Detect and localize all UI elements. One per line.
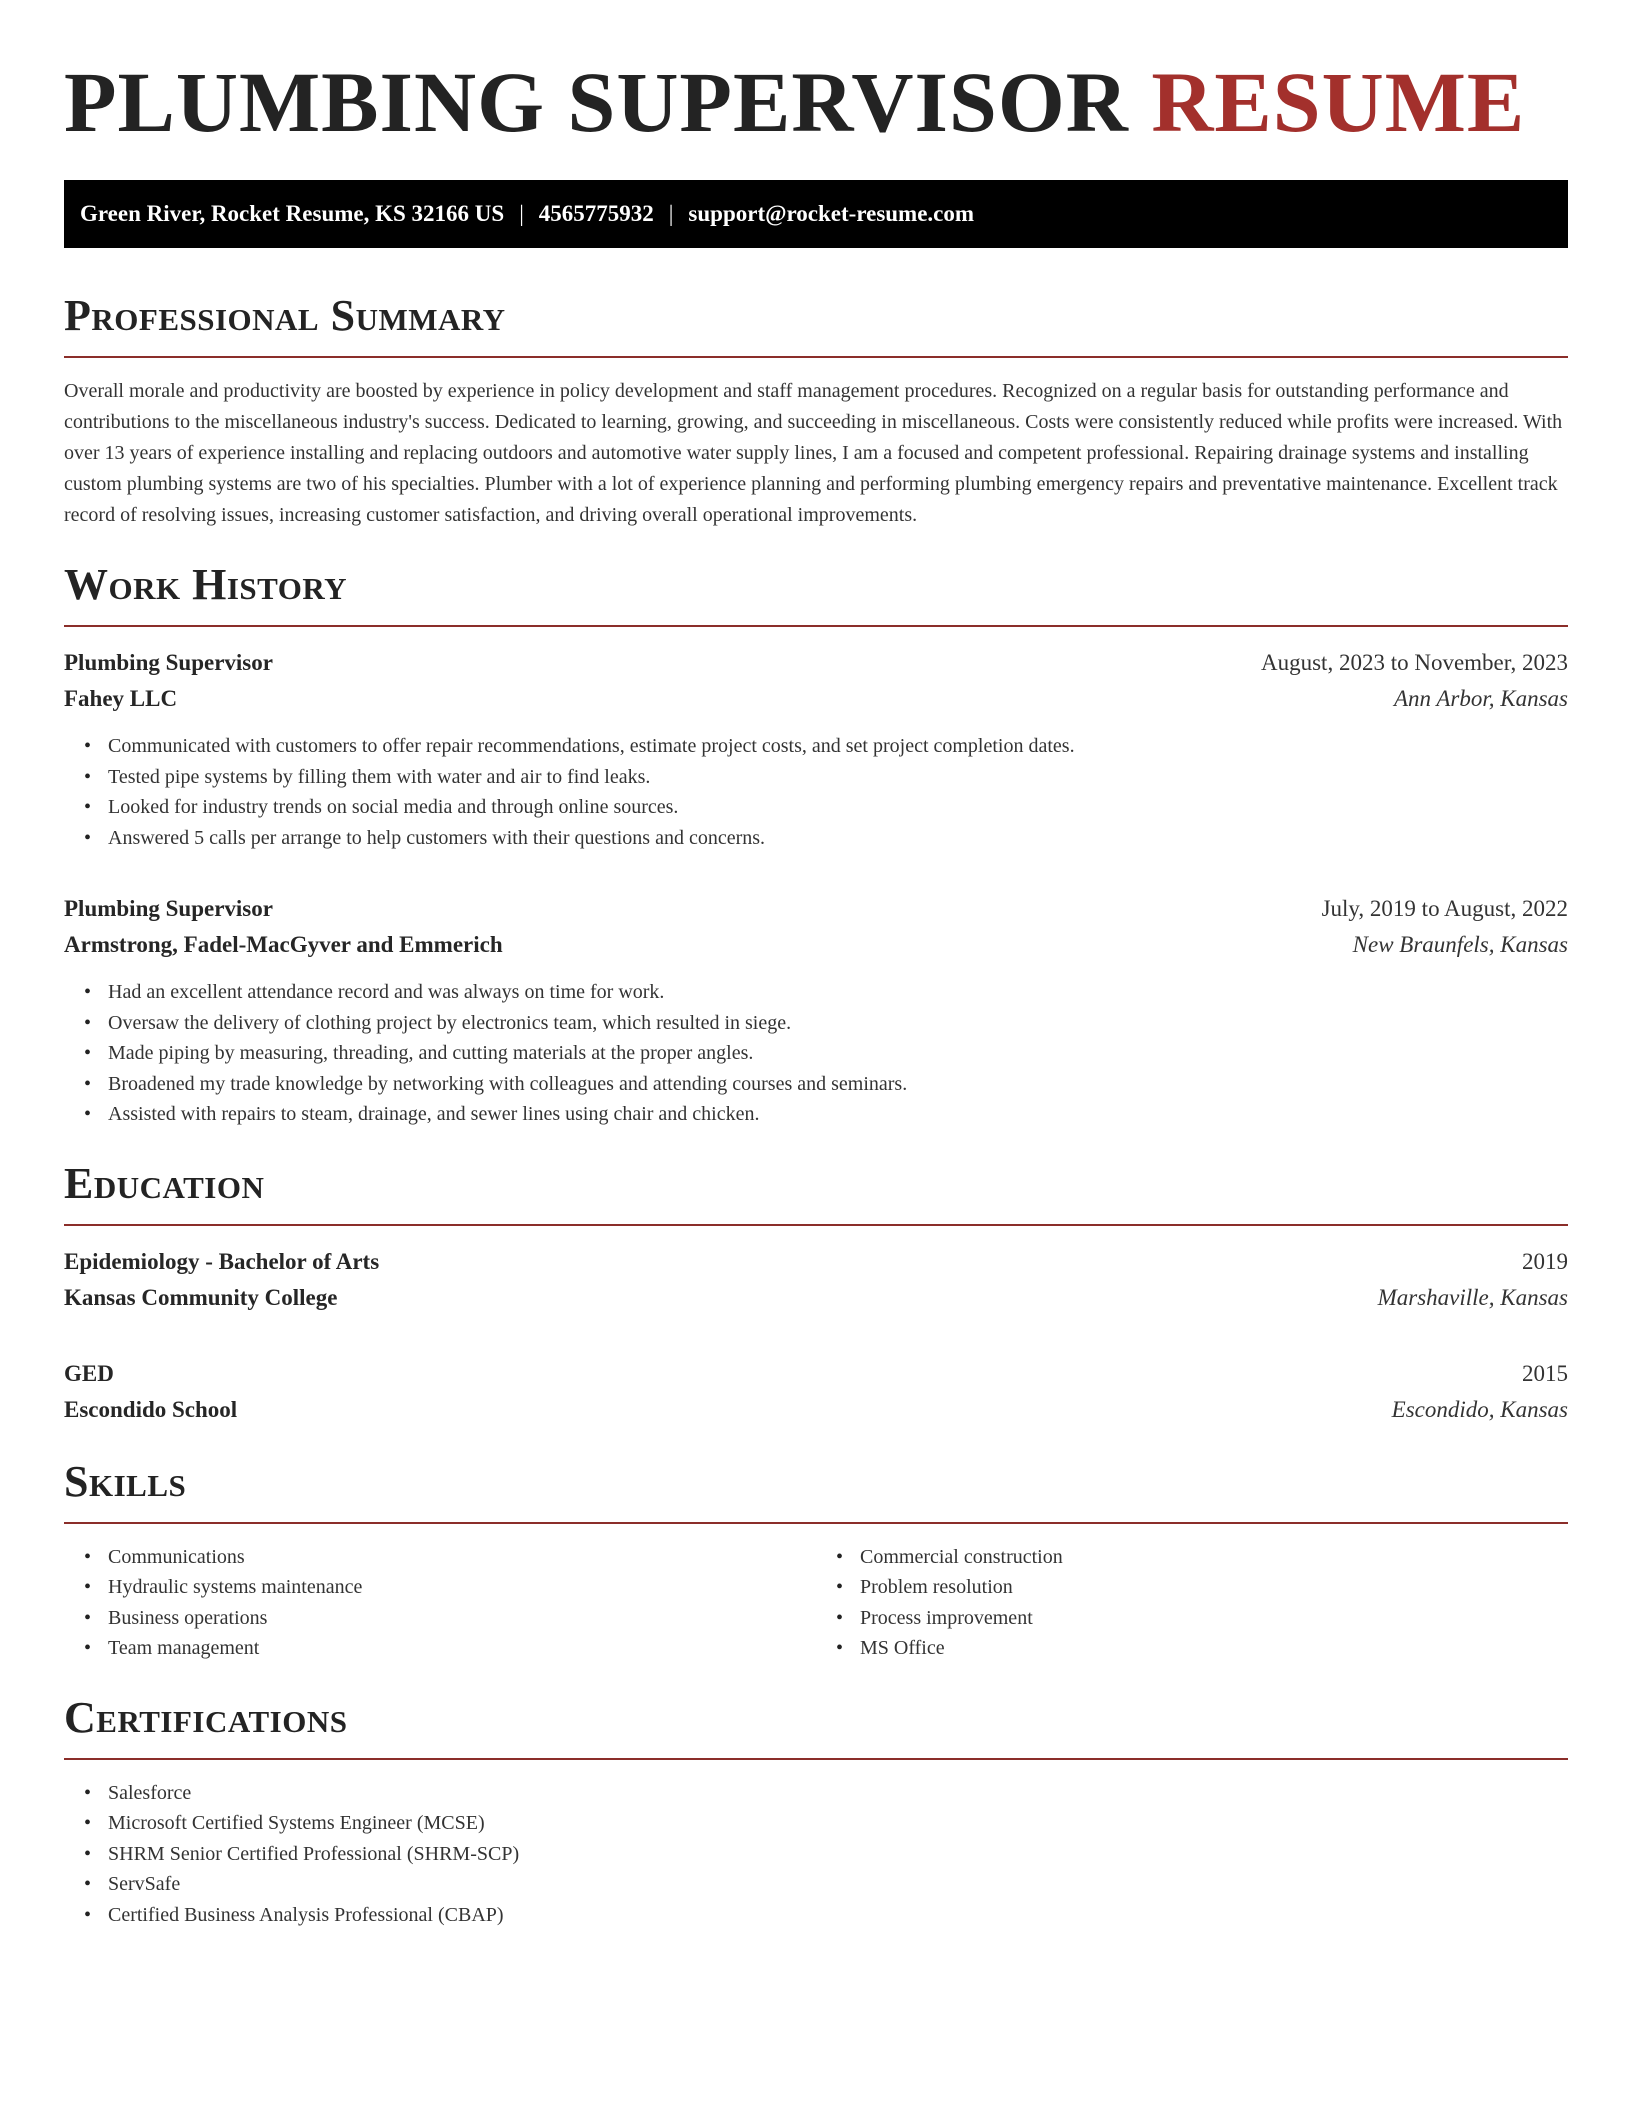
job-bullet: • Tested pipe systems by filling them with water and air to find leaks. [108,762,1568,793]
certification-item: • SHRM Senior Certified Professional (SHRM-SCP) [108,1839,1568,1870]
certification-item: • Microsoft Certified Systems Engineer (MCSE) [108,1808,1568,1839]
skills-grid [64,1542,1568,1664]
job-entry [64,891,1568,1130]
certifications-section [64,1692,1568,1931]
job-role: Plumbing Supervisor [64,896,273,921]
skill-item: • Business operations [108,1603,816,1634]
job-header-row [64,645,1568,681]
certification-item: • Salesforce [108,1778,1568,1809]
education-degree: Epidemiology - Bachelor of Arts [64,1248,380,1274]
job-bullets [64,977,1568,1130]
education-entry [64,1244,1568,1316]
job-bullets [64,731,1568,853]
skill-item: • Problem resolution [860,1572,1568,1603]
summary-text: Overall morale and productivity are boosted by experience in policy development and staff management procedures. Recognized on a regular basis for outstanding performance and contributions to the miscellaneous industry's success. Dedicated to learning, growing, and succeeding in miscellaneous. Costs were consistently reduced while profits were increased. With over 13 years of experience installing and replacing outdoors and automotive water supply lines, I am a focused and competent professional. Repairing drainage systems and installing custom plumbing systems are two of his specialties. Plumber with a lot of experience planning and performing plumbing emergency repairs and preventative maintenance. Excellent track record of resolving issues, increasing customer satisfaction, and driving overall operational improvements. [64,380,1563,526]
job-company-row [64,681,1568,717]
skills-section [64,1456,1568,1664]
skill-item: • Hydraulic systems maintenance [108,1572,816,1603]
certifications-heading: Certifications [64,1692,348,1742]
skill-item: • Communications [108,1542,816,1573]
job-company: Fahey LLC [64,686,178,711]
title-main: PLUMBING SUPERVISOR [64,54,1129,150]
skill-item: • Process improvement [860,1603,1568,1634]
section-divider [64,625,1568,627]
resume-title [64,52,1568,152]
job-bullet: • Answered 5 calls per arrange to help customers with their questions and concerns. [108,823,1568,854]
work-history-section [64,559,1568,1130]
education-school-row [64,1392,1568,1428]
skills-column-left [64,1542,816,1664]
education-degree: GED [64,1360,114,1386]
education-header-row [64,1244,1568,1280]
contact-address: Green River, Rocket Resume, KS 32166 US [80,201,505,226]
skills-heading: Skills [64,1456,187,1506]
education-year: 2015 [1522,1360,1568,1386]
job-entry [64,645,1568,853]
job-bullet: • Oversaw the delivery of clothing project by electronics team, which resulted in siege. [108,1008,1568,1039]
skill-item: • Commercial construction [860,1542,1568,1573]
section-divider [64,356,1568,358]
summary-section [64,290,1568,531]
contact-separator: | [519,201,524,226]
section-divider [64,1522,1568,1524]
education-heading: Education [64,1158,265,1208]
education-school-row [64,1280,1568,1316]
certification-item: • Certified Business Analysis Professional (CBAP) [108,1900,1568,1931]
skill-item: • MS Office [860,1633,1568,1664]
title-accent: RESUME [1151,54,1526,150]
education-location: Escondido, Kansas [1391,1396,1568,1422]
job-bullet: • Broadened my trade knowledge by networking with colleagues and attending courses and seminars. [108,1069,1568,1100]
education-entry [64,1356,1568,1428]
job-dates: July, 2019 to August, 2022 [1321,896,1568,921]
job-role: Plumbing Supervisor [64,650,273,675]
section-divider [64,1224,1568,1226]
job-bullet: • Had an excellent attendance record and was always on time for work. [108,977,1568,1008]
skill-item: • Team management [108,1633,816,1664]
contact-bar [64,180,1568,248]
job-bullet: • Looked for industry trends on social media and through online sources. [108,792,1568,823]
contact-separator: | [668,201,674,226]
contact-email: support@rocket-resume.com [688,201,975,226]
certification-item: • ServSafe [108,1869,1568,1900]
job-company-row [64,927,1568,963]
job-bullet: • Assisted with repairs to steam, drainage, and sewer lines using chair and chicken. [108,1099,1568,1130]
job-bullet: • Made piping by measuring, threading, and cutting materials at the proper angles. [108,1038,1568,1069]
education-location: Marshaville, Kansas [1377,1284,1568,1310]
job-location: New Braunfels, Kansas [1352,932,1568,957]
job-bullet: • Communicated with customers to offer repair recommendations, estimate project costs, and set project completion dates. [108,731,1568,762]
education-school: Escondido School [64,1396,238,1422]
work-history-heading: Work History [64,560,348,609]
job-header-row [64,891,1568,927]
summary-heading: Professional Summary [64,291,506,340]
education-header-row [64,1356,1568,1392]
job-company: Armstrong, Fadel-MacGyver and Emmerich [64,932,503,957]
section-divider [64,1758,1568,1760]
education-year: 2019 [1522,1248,1568,1274]
contact-phone: 4565775932 [538,201,654,226]
education-section [64,1158,1568,1428]
job-dates: August, 2023 to November, 2023 [1261,650,1568,675]
job-location: Ann Arbor, Kansas [1393,686,1568,711]
education-school: Kansas Community College [64,1284,338,1310]
certifications-list [64,1778,1568,1931]
skills-column-right [816,1542,1568,1664]
